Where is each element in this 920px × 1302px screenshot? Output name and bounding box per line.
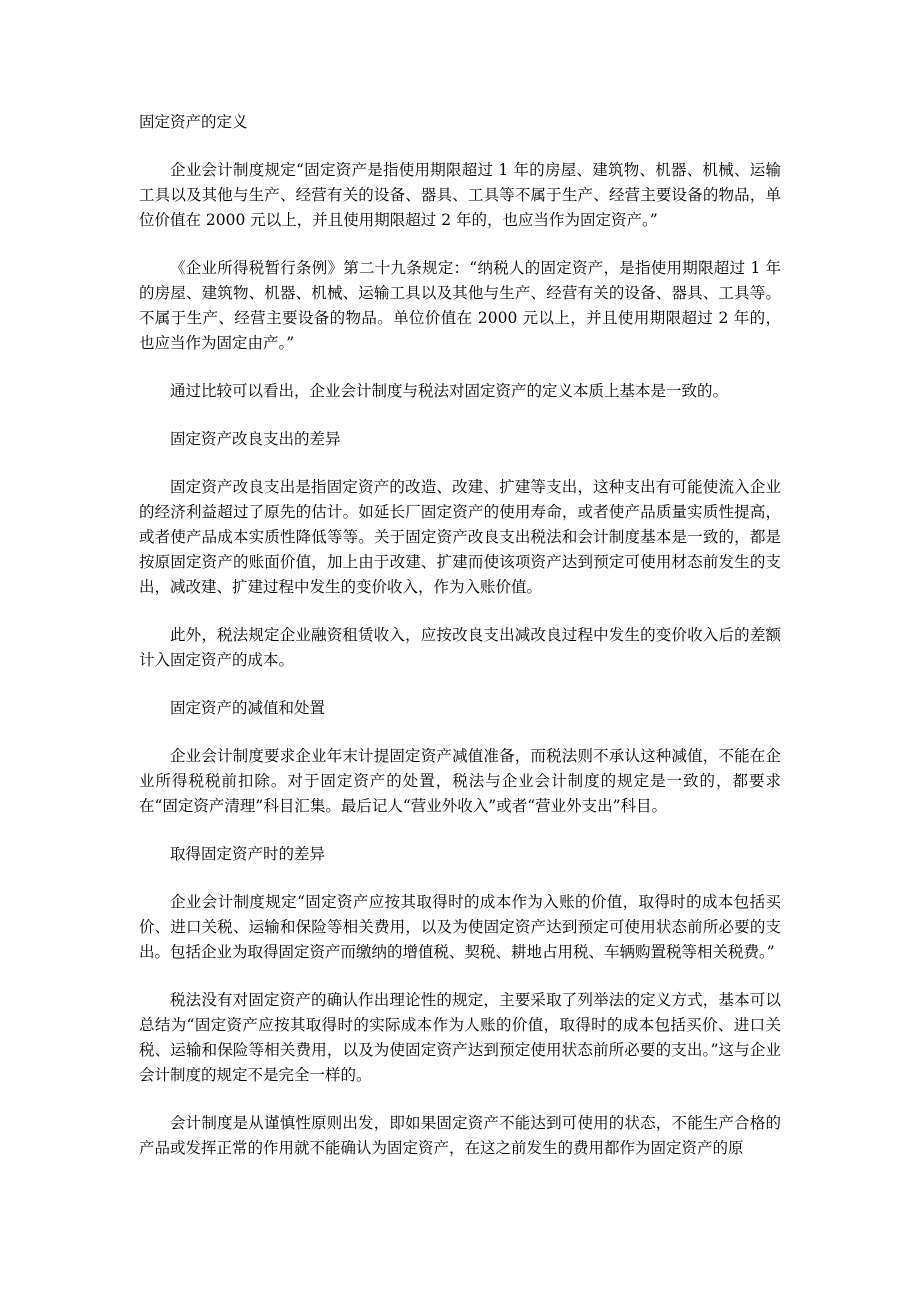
section-heading-definition: 固定资产的定义: [139, 113, 248, 131]
paragraph-accounting-definition: 企业会计制度规定“固定资产是指使用期限超过 1 年的房屋、建筑物、机器、机械、运输工具以及其他与生产、经营有关的设备、器具、工具等不属于生产、经营主要设备的物品，单位价值在 2000 元以上，并且使用期限超过 2 年的，也应当作为固定资产。”: [139, 161, 781, 229]
paragraph-tax-regulation-definition: 《企业所得税暂行条例》第二十九条规定：“纳税人的固定资产，是指使用期限超过 1 年的房屋、建筑物、机器、机械、运输工具以及其他与生产、经营有关的设备、器具、工具等。不属于生产、经营主要设备的物品。单位价值在 2000 元以上，并且使用期限超过 2 年的，也应当作为固定由产。”: [139, 259, 781, 352]
paragraph-gap: [139, 867, 781, 890]
paragraph-gap: [139, 356, 781, 379]
section-heading-acquisition: 取得固定资产时的差异: [170, 845, 326, 863]
paragraph-impairment-disposal: 企业会计制度要求企业年末计提固定资产减值准备，而税法则不承认这种减值，不能在企业所得税税前扣除。对于固定资产的处置，税法与企业会计制度的规定是一致的，都要求在“固定资产清理”科目汇集。最后记人“营业外收入”或者“营业外支出”科目。: [139, 747, 781, 815]
paragraph-gap: [139, 233, 781, 256]
paragraph-prudence-principle: 会计制度是从谨慎性原则出发，即如果固定资产不能达到可使用的状态，不能生产合格的产品或发挥正常的作用就不能确认为固定资产，在这之前发生的费用都作为固定资产的原: [139, 1114, 781, 1157]
paragraph-finance-lease: 此外，税法规定企业融资租赁收入，应按改良支出减改良过程中发生的变价收入后的差额计入固定资产的成本。: [139, 626, 781, 669]
paragraph-improvement-expenditure: 固定资产改良支出是指固定资产的改造、改建、扩建等支出，这种支出有可能使流入企业的经济利益超过了原先的估计。如延长厂固定资产的使用寿命，或者使产品质量实质性提高，或者使产品成本实质性降低等等。关于固定资产改良支出税法和会计制度基本是一致的，都是按原固定资产的账面价值，加上由于改建、扩建而使该项资产达到预定可使用材态前发生的支出，减改建、扩建过程中发生的变价收入，作为入账价值。: [139, 478, 781, 596]
paragraph-gap: [139, 404, 781, 427]
paragraph-gap: [139, 819, 781, 842]
paragraph-gap: [139, 452, 781, 475]
paragraph-gap: [139, 600, 781, 623]
document-page: [139, 110, 781, 1161]
section-heading-improvement: 固定资产改良支出的差异: [170, 430, 341, 448]
paragraph-gap: [139, 1088, 781, 1111]
paragraph-gap: [139, 721, 781, 744]
paragraph-gap: [139, 135, 781, 158]
section-heading-impairment-disposal: 固定资产的减值和处置: [170, 699, 326, 717]
paragraph-gap: [139, 673, 781, 696]
paragraph-acquisition-accounting: 企业会计制度规定“固定资产应按其取得时的成本作为入账的价值，取得时的成本包括买价、进口关税、运输和保险等相关费用，以及为使固定资产达到预定可使用状态前所必要的支出。包括企业为取得固定资产而缴纳的增值税、契税、耕地占用税、车辆购置税等相关税费。”: [139, 893, 781, 961]
paragraph-gap: [139, 965, 781, 988]
paragraph-comparison-conclusion: 通过比较可以看出，企业会计制度与税法对固定资产的定义本质上基本是一致的。: [170, 382, 729, 400]
paragraph-acquisition-tax: 税法没有对固定资产的确认作出理论性的规定，主要采取了列举法的定义方式，基本可以总结为“固定资产应按其取得时的实际成本作为人账的价值，取得时的成本包括买价、进口关税、运输和保险等相关费用，以及为使固定资产达到预定使用状态前所必要的支出。”这与企业会计制度的规定不是完全一样的。: [139, 991, 781, 1084]
